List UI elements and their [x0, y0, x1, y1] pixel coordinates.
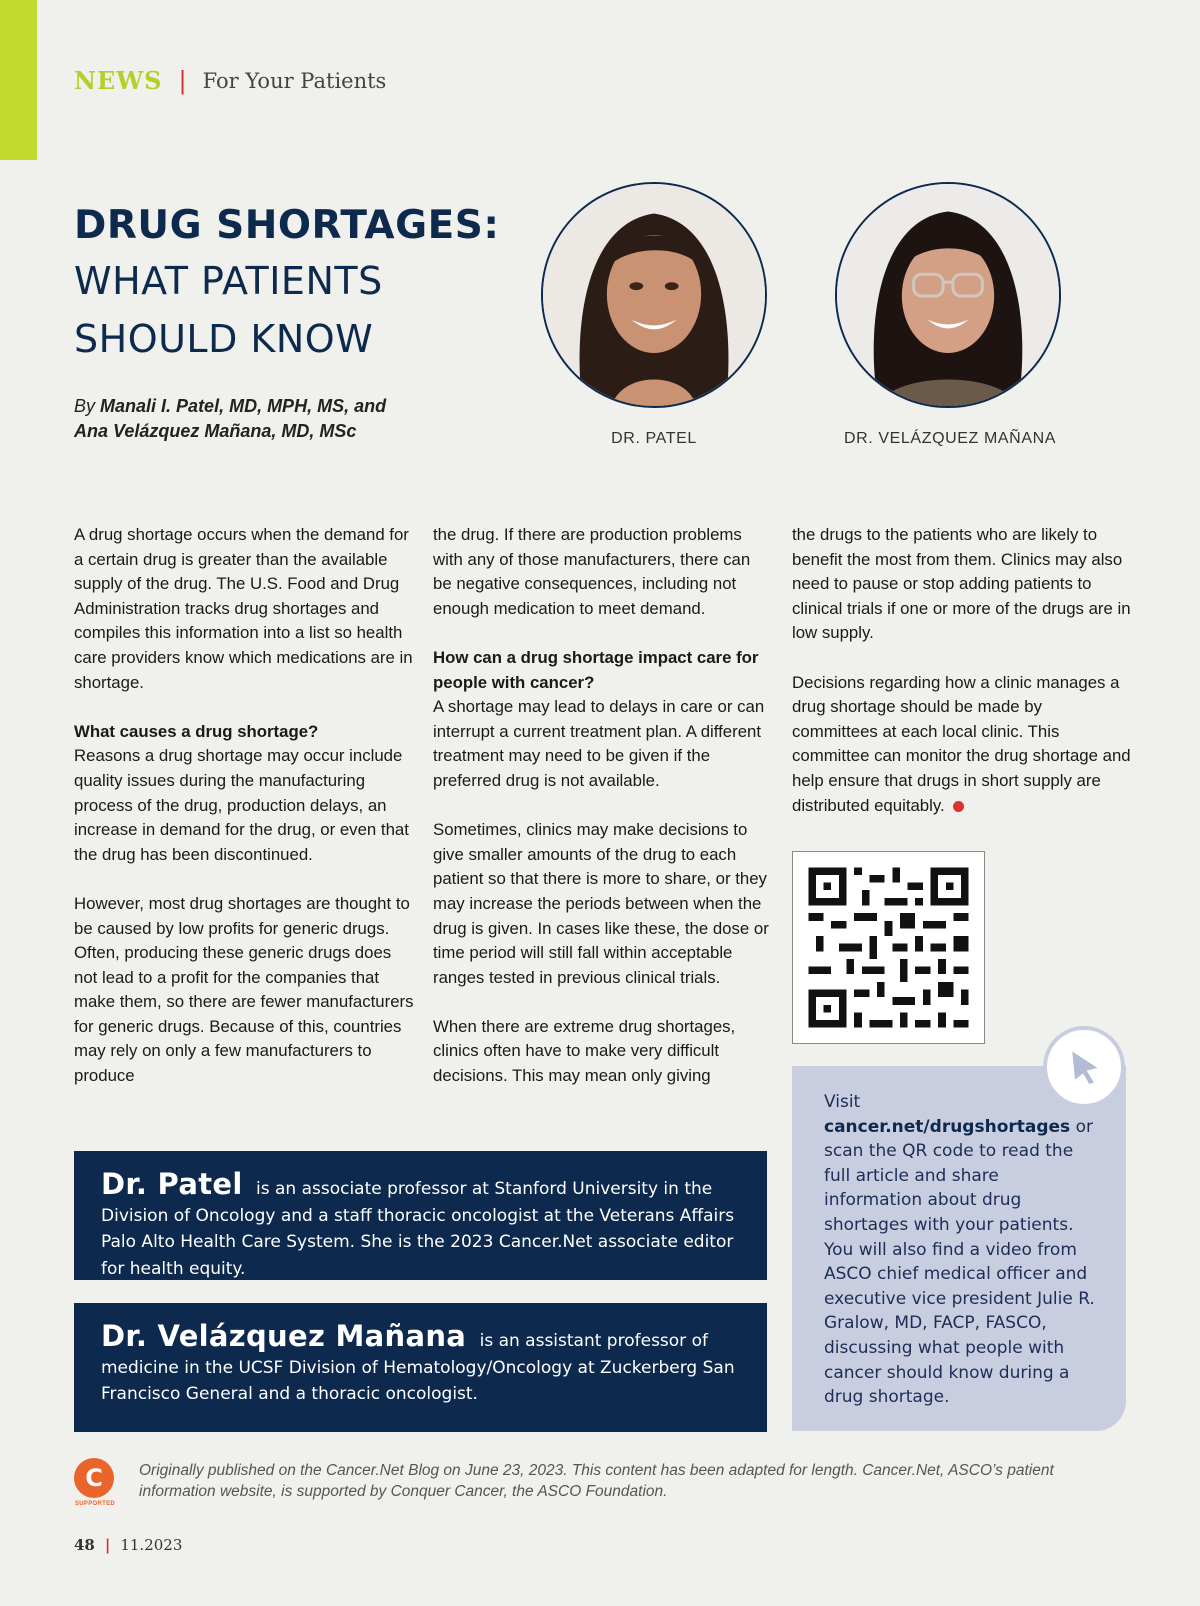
paragraph: Sometimes, clinics may make decisions to give smaller amounts of the drug to each patient so that there is more to share, or they may increase the periods between when the drug is given. In cases like these, the dose or time period will still fall within acceptable ranges tested in previous clinical trials. — [433, 820, 769, 987]
paragraph: the drug. If there are production problems with any of those manufacturers, there can be negative consequences, including not enough medication to meet demand. — [433, 525, 751, 618]
accent-bar — [0, 0, 37, 160]
portrait-caption-velazquez: DR. VELÁZQUEZ MAÑANA — [843, 430, 1057, 447]
portrait-velazquez-image — [837, 184, 1059, 406]
paragraph: Reasons a drug shortage may occur include quality issues during the manufacturing process of the drug, production delays, an increase in demand for the drug, or even that the drug has been discontinued. — [74, 746, 409, 864]
byline-prefix: By — [74, 396, 96, 416]
body-column-1 — [74, 523, 414, 1113]
bio-name-patel: Dr. Patel — [101, 1167, 243, 1201]
portrait-velazquez — [835, 182, 1061, 408]
body-column-3 — [792, 523, 1132, 843]
byline-authors-1: Manali I. Patel, MD, MPH, MS, and — [100, 396, 387, 416]
paragraph-final-text: Decisions regarding how a clinic manages a drug shortage should be made by committees at each local clinic. This committee can monitor the drug shortage and help ensure that drugs in short supply are distributed equitably. — [792, 672, 1131, 815]
cta-link[interactable]: cancer.net/drugshortages — [824, 1116, 1071, 1137]
section-header — [74, 66, 386, 95]
cursor-icon — [1043, 1026, 1125, 1108]
portrait-patel — [541, 182, 767, 408]
paragraph-final — [792, 671, 1132, 819]
page-footer-divider: | — [104, 1536, 111, 1554]
byline — [74, 394, 514, 444]
cta-prefix: Visit — [824, 1092, 861, 1112]
subheading-causes: What causes a drug shortage? — [74, 721, 319, 741]
bio-name-velazquez: Dr. Velázquez Mañana — [101, 1319, 467, 1353]
section-label: NEWS — [74, 66, 163, 95]
cta-text: or scan the QR code to read the full article and share information about drug shortages with your patients. You will also find a video from ASCO chief medical officer and executive vice president Julie R. Gralow, MD, FACP, FASCO, discussing what people with cancer should know during a drug shortage. — [824, 1116, 1095, 1408]
page-number: 48 — [74, 1536, 95, 1554]
bio-patel — [74, 1151, 767, 1280]
paragraph: However, most drug shortages are thought to be caused by low profits for generic drugs. Often, producing these generic drugs does not lead to a profit for the companies that make them, so there are fewer manufacturers for generic drugs. Because of this, countries may rely on only a few manufacturers to produce — [74, 893, 414, 1086]
byline-authors-2: Ana Velázquez Mañana, MD, MSc — [74, 421, 357, 441]
bio-velazquez — [74, 1303, 767, 1432]
qr-code[interactable] — [792, 851, 985, 1044]
paragraph: A shortage may lead to delays in care or can interrupt a current treatment plan. A different treatment may need to be given if the preferred drug is not available. — [433, 697, 765, 790]
article-subtitle-line2: SHOULD KNOW — [74, 317, 374, 361]
subheading-impact: How can a drug shortage impact care for people with cancer? — [433, 647, 759, 692]
qr-code-icon — [793, 852, 984, 1043]
cta-box — [792, 1066, 1126, 1431]
article-title: DRUG SHORTAGES: — [74, 203, 500, 248]
page-footer — [74, 1536, 182, 1554]
conquer-cancer-logo — [74, 1458, 116, 1507]
bio-text-patel: is an associate professor at Stanford University in the Division of Oncology and a staff thoracic oncologist at the Veterans Affairs Palo Alto Health Care System. She is the 2023 Cancer.Net associate editor for health equity. — [101, 1179, 735, 1279]
bio-text-velazquez: is an assistant professor of medicine in the UCSF Division of Hematology/Oncology at Zuckerberg San Francisco General and a thoracic oncologist. — [101, 1331, 735, 1404]
end-mark-icon — [953, 801, 964, 812]
issue-date: 11.2023 — [120, 1536, 183, 1554]
portrait-caption-patel: DR. PATEL — [611, 430, 697, 447]
paragraph: When there are extreme drug shortages, clinics often have to make very difficult decisions. This may mean only giving — [433, 1016, 736, 1086]
conquer-cancer-logo-icon — [74, 1458, 114, 1498]
paragraph: A drug shortage occurs when the demand for a certain drug is greater than the available supply of the drug. The U.S. Food and Drug Administration tracks drug shortages and compiles this information into a list so health care providers know which medications are in shortage. — [74, 525, 413, 692]
body-column-2 — [433, 523, 773, 1113]
header-divider: | — [178, 66, 187, 95]
portrait-patel-image — [543, 184, 765, 406]
logo-label: SUPPORTED — [74, 1501, 116, 1507]
publication-note: Originally published on the Cancer.Net Blog on June 23, 2023. This content has been adapted for length. Cancer.Net, ASCO’s patient information website, is supported by Conquer Cancer, the ASCO Foundation. — [139, 1462, 1054, 1500]
subsection-label: For Your Patients — [202, 68, 387, 93]
paragraph: the drugs to the patients who are likely to benefit the most from them. Clinics may also need to pause or stop adding patients to clinical trials if one or more of the drugs are in low supply. — [792, 525, 1131, 643]
article-subtitle-line1: WHAT PATIENTS — [74, 259, 383, 303]
logo-letter: C — [85, 1464, 103, 1492]
article-title-block — [74, 200, 514, 444]
